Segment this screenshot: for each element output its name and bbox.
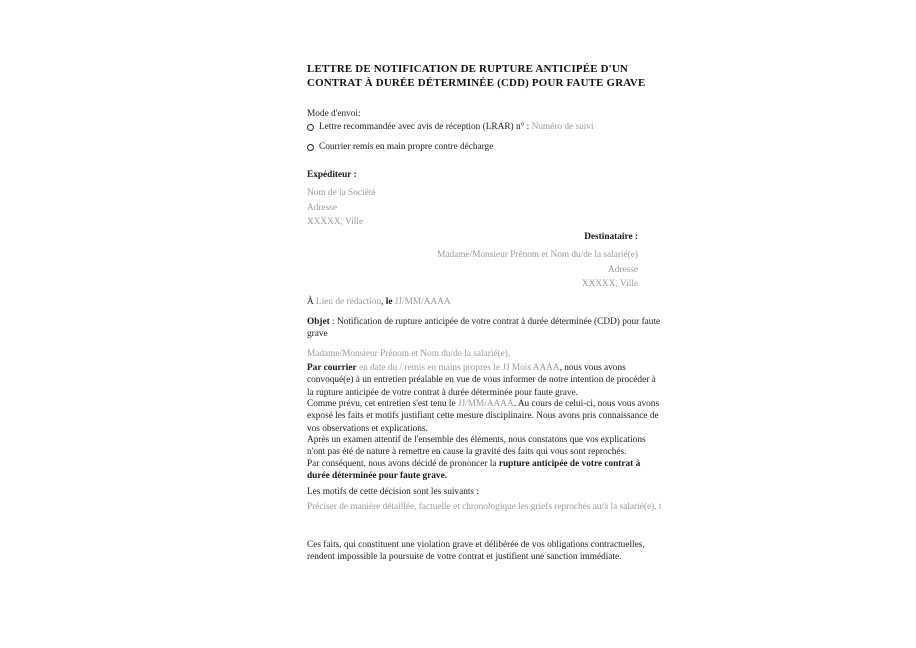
text-segment: n'ont pas été de nature à remettre en cause la gravité des faits qui vous sont reprochés. (307, 447, 627, 458)
text-segment: Objet (307, 317, 330, 327)
paragraph-examen (307, 434, 646, 459)
text-line (307, 362, 641, 374)
destinataire-city-placeholder[interactable]: XXXXX, Ville (581, 279, 638, 290)
placeholder-segment[interactable]: Numéro de suivi (531, 122, 594, 132)
text-segment: rupture anticipée de votre contrat à (498, 459, 641, 469)
text-segment: : Notification de rupture anticipée de votre contrat à durée déterminée (CDD) pour faute (329, 317, 661, 327)
text-segment: À (307, 297, 317, 307)
text-segment: rendent impossible la poursuite de votre contrat et justifient une sanction immédiate. (307, 552, 622, 563)
text-segment: vos observations et explications. (307, 423, 428, 434)
text-line (307, 470, 641, 482)
destinataire-block (307, 231, 638, 292)
paragraph-convocation (307, 362, 656, 399)
destinataire-label: Destinataire : (584, 232, 638, 242)
paragraph-decision (307, 458, 641, 483)
text-line (307, 328, 641, 340)
expediteur-label: Expéditeur : (307, 170, 357, 180)
text-line (307, 398, 660, 410)
expediteur-company-placeholder[interactable]: Nom de la Société (307, 188, 376, 198)
text-segment: durée déterminée pour faute grave. (307, 471, 448, 482)
placeholder-segment[interactable]: JJ/MM/AAAA (394, 297, 451, 307)
text-segment: Lettre recommandée avec avis de réception (LRAR) n° : (319, 122, 532, 132)
document-title-line-2: CONTRAT À DURÉE DÉTERMINÉE (CDD) POUR FAUTE GRAVE (307, 77, 646, 89)
radio-button-icon[interactable] (307, 124, 314, 131)
placeholder-segment[interactable]: JJ/MM/AAAA (457, 399, 514, 409)
objet-paragraph (307, 316, 661, 341)
text-segment: Ces faits, qui constituent une violation grave et délibérée de vos obligations contractuelles, (307, 540, 645, 550)
placeholder-segment[interactable]: Madame/Monsieur Prénom et Nom du/de la salarié(e), (307, 349, 511, 359)
radio-option-lrar[interactable] (307, 122, 641, 132)
text-segment: Courrier remis en main propre contre décharge (319, 142, 494, 152)
radio-option-lrar-label (319, 122, 594, 132)
text-segment: Les motifs de cette décision sont les suivants : (307, 487, 479, 497)
text-segment: . Au cours de celui-ci, nous vous avons (513, 399, 660, 409)
placeholder-segment[interactable]: Préciser de manière détaillée, factuelle et chronologique les griefs reprochés au/à la salarié(e), t (307, 502, 662, 512)
mode-envoi-label: Mode d'envoi: (307, 109, 361, 119)
text-line (307, 539, 645, 551)
text-line (307, 374, 656, 386)
text-segment: la rupture anticipée de votre contrat à durée déterminée pour faute grave. (307, 387, 579, 398)
text-segment: grave (307, 329, 328, 340)
text-line (307, 410, 659, 422)
radio-option-main-propre-label (319, 142, 493, 152)
text-line (307, 434, 646, 446)
text-segment: Après un examen attentif de l'ensemble des éléments, nous constatons que vos explications (307, 435, 646, 445)
document-title (307, 62, 667, 90)
destinataire-name-placeholder[interactable]: Madame/Monsieur Prénom et Nom du/de la salarié(e) (437, 250, 638, 260)
radio-option-main-propre[interactable] (307, 142, 641, 152)
placeholder-segment[interactable]: Lieu de rédaction (316, 297, 382, 307)
expediteur-city-placeholder[interactable]: XXXXX, Ville (307, 217, 364, 228)
paragraph-final (307, 539, 645, 564)
radio-button-icon[interactable] (307, 144, 314, 151)
text-segment: , (381, 297, 386, 307)
text-segment: exposé les faits et motifs justifiant cette mesure disciplinaire. Nous avons pris connaissance de (307, 411, 659, 422)
text-segment: convoqué(e) à un entretien préalable en vue de vous informer de notre intention de procéder à (307, 375, 656, 386)
text-segment: Par conséquent, nous avons décidé de prononcer la (307, 459, 499, 469)
placeholder-segment[interactable]: en date du / remis en mains propres le JJ Mois AAAA (356, 363, 560, 373)
text-segment: Comme prévu, cet entretien s'est tenu le (307, 399, 458, 409)
expediteur-block (307, 169, 641, 230)
destinataire-address-placeholder[interactable]: Adresse (608, 264, 638, 275)
expediteur-address-placeholder[interactable]: Adresse (307, 202, 337, 213)
text-line (307, 446, 641, 458)
document-title-line-1: LETTRE DE NOTIFICATION DE RUPTURE ANTICIPÉE D'UN (307, 63, 629, 75)
text-line (307, 551, 641, 563)
text-line (307, 316, 661, 328)
motifs-intro-line (307, 486, 641, 498)
text-segment: Par courrier (307, 363, 357, 373)
place-date-line (307, 296, 641, 308)
salutation-placeholder[interactable] (307, 348, 641, 360)
text-segment: , nous vous avons (559, 363, 626, 373)
text-line (307, 458, 641, 470)
motifs-placeholder[interactable] (307, 501, 662, 513)
paragraph-entretien (307, 398, 660, 435)
text-segment: le (385, 297, 395, 307)
